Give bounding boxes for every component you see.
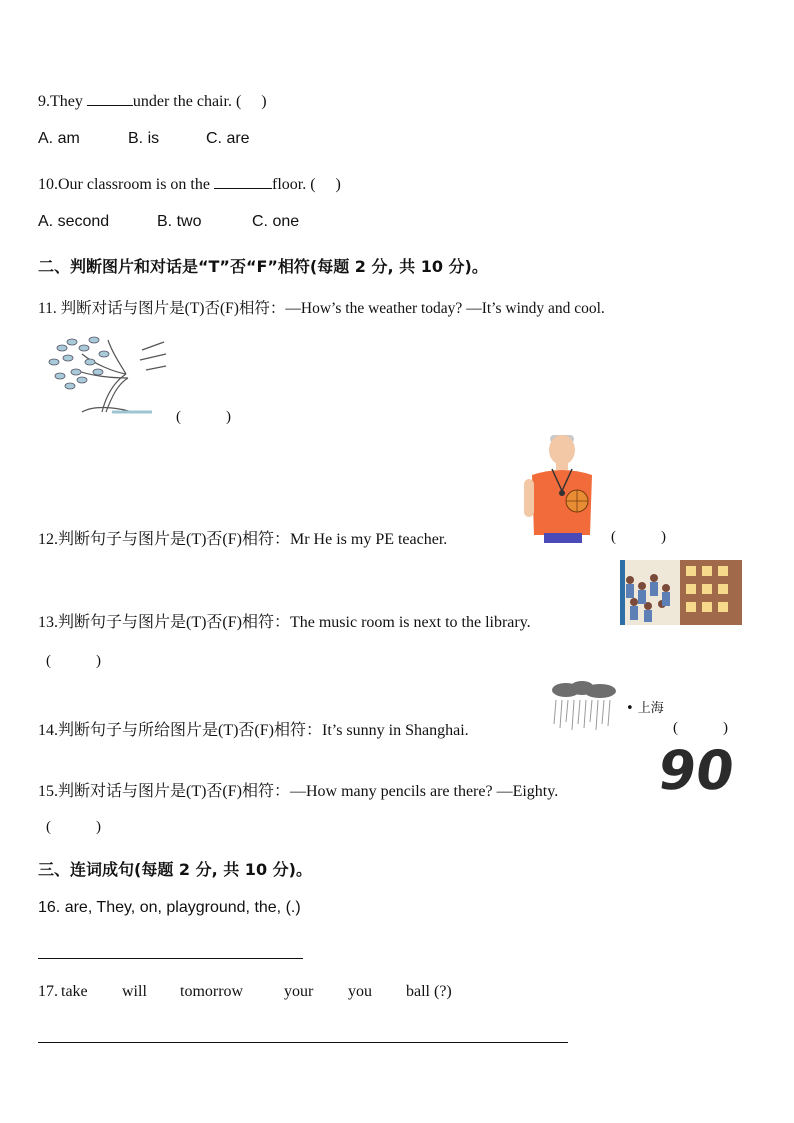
question-10: [38, 171, 341, 194]
q13-answer-paren[interactable]: ( ): [46, 653, 101, 669]
question-16: 16. are, They, on, playground, the, (.): [38, 899, 301, 916]
q15-answer-paren[interactable]: ( ): [46, 819, 101, 835]
q9-option-b[interactable]: B. is: [128, 130, 160, 147]
q9-number: 9.: [38, 93, 50, 110]
number-ninety-image: [654, 739, 739, 802]
q17-answer-line[interactable]: [38, 1042, 568, 1043]
q17-word-6: ball (?): [406, 983, 452, 1000]
windy-tree-image: [42, 330, 168, 418]
question-9: [38, 88, 267, 111]
q17-word-5: you: [348, 983, 372, 1000]
q10-number: 10.: [38, 176, 58, 193]
q17-word-3: tomorrow: [180, 983, 244, 1000]
q11-answer-paren[interactable]: ( ): [176, 409, 231, 425]
shanghai-label: • 上海: [626, 701, 664, 716]
q17-number: 17.: [38, 983, 58, 1000]
question-13: 13.判断句子与图片是(T)否(F)相符：The music room is next to the library.: [38, 614, 531, 631]
q14-answer-paren[interactable]: ( ): [673, 720, 728, 736]
q10-text-before: Our classroom is on the: [58, 176, 214, 193]
q17-word-1: take: [61, 983, 88, 1000]
pe-teacher-image: [522, 435, 600, 543]
rainy-cloud-image: [548, 680, 622, 732]
q10-option-b[interactable]: B. two: [157, 213, 202, 230]
q17-word-2: will: [122, 983, 147, 1000]
question-12: 12.判断句子与图片是(T)否(F)相符：Mr He is my PE teacher.: [38, 531, 448, 548]
q16-answer-line[interactable]: [38, 958, 303, 959]
question-15: 15.判断对话与图片是(T)否(F)相符：—How many pencils are there? —Eighty.: [38, 783, 559, 800]
q10-option-c[interactable]: C. one: [252, 213, 300, 230]
q10-blank[interactable]: [214, 174, 272, 189]
question-14: 14.判断句子与所给图片是(T)否(F)相符：It’s sunny in Shanghai.: [38, 722, 469, 739]
section-3-title: 三、连词成句(每题 2 分, 共 10 分)。: [38, 860, 312, 879]
ninety-number: 90: [654, 739, 739, 802]
q10-text-after: floor. ( ): [271, 176, 341, 193]
q17-word-4: your: [284, 983, 314, 1000]
music-room-library-image: [620, 560, 742, 625]
q9-blank[interactable]: [87, 91, 133, 106]
q10-option-a[interactable]: A. second: [38, 213, 110, 230]
section-2-title: 二、判断图片和对话是“T”否“F”相符(每题 2 分, 共 10 分)。: [38, 257, 488, 276]
q9-option-a[interactable]: A. am: [38, 130, 80, 147]
q9-text-before: They: [50, 93, 87, 110]
question-11: 11. 判断对话与图片是(T)否(F)相符：—How’s the weather today? —It’s windy and cool.: [38, 300, 605, 317]
q9-text-after: under the chair. ( ): [132, 93, 267, 110]
q9-option-c[interactable]: C. are: [206, 130, 250, 147]
q12-answer-paren[interactable]: ( ): [611, 529, 666, 545]
